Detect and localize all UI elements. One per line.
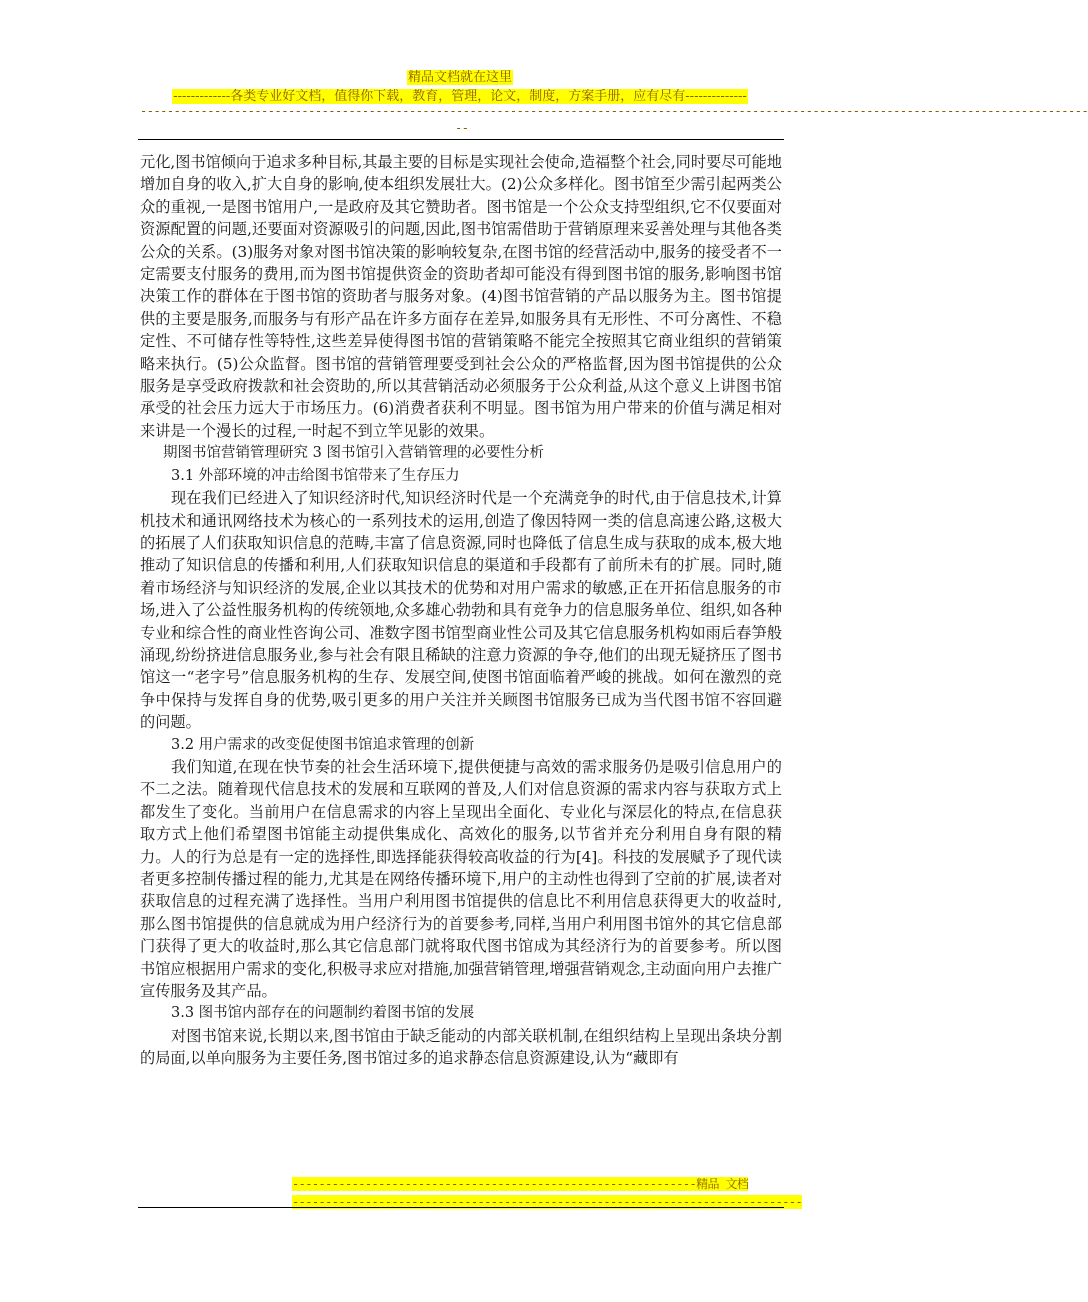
subsection-heading-3-2: 3.2 用户需求的改变促使图书馆追求管理的创新 [171, 736, 475, 753]
paragraph-3-1: 现在我们已经进入了知识经济时代,知识经济时代是一个充满竞争的时代,由于信息技术,计算机技术和通讯网络技术为核心的一系列技术的运用,创造了像因特网一类的信息高速公路,这极大的拓展了人们获取知识信息的范畴,丰富了信息资源,同时也降低了信息生成与获取的成本,极大地推动了知识信息的传播和利用,人们获取知识信息的渠道和手段都有了前所未有的扩展。同时,随着市场经济与知识经济的发展,企业以其技术的优势和对用户需求的敏感,正在开拓信息服务的市场,进入了公益性服务机构的传统领地,众多雄心勃勃和具有竞争力的信息服务单位、组织,如各种专业和综合性的商业性咨询公司、准数字图书馆型商业性公司及其它信息服务机构如雨后春笋般涌现,纷纷挤进信息服务业,参与社会有限且稀缺的注意力资源的争夺,他们的出现无疑挤压了图书馆这一“老字号”信息服务机构的生存、发展空间,使图书馆面临着严峻的挑战。如何在激烈的竞争中保持与发挥自身的优势,吸引更多的用户关注并关顾图书馆服务已成为当代图书馆不容回避的问题。 [140, 489, 782, 732]
paragraph-3-3: 对图书馆来说,长期以来,图书馆由于缺乏能动的内部关联机制,在组织结构上呈现出条块分割的局面,以单向服务为主要任务,图书馆过多的追求静态信息资源建设,认为“藏即有 [140, 1026, 782, 1068]
footer-label-text: -------------------------------------------------------------精品 文档 [292, 1177, 749, 1191]
footer-dash-text: ----------------------------------------------------------------------------- [292, 1195, 803, 1209]
header-subtitle-text: -------------各类专业好文档，值得你下载，教育，管理，论文，制度，方案手册，应有尽有-------------- [173, 89, 747, 104]
header-title-text: 精品文档就在这里 [407, 70, 512, 85]
paragraph-3-2: 我们知道,在现在快节奏的社会生活环境下,提供便捷与高效的需求服务仍是吸引信息用户的不二之法。随着现代信息技术的发展和互联网的普及,人们对信息资源的需求内容与获取方式上都发生了变化。当前用户在信息需求的内容上呈现出全面化、专业化与深层化的特点,在信息获取方式上他们希望图书馆能主动提供集成化、高效化的服务,以节省并充分利用自身有限的精力。人的行为总是有一定的选择性,即选择能获得较高收益的行为[4]。科技的发展赋予了现代读者更多控制传播过程的能力,尤其是在网络传播环境下,用户的主动性也得到了空前的扩展,读者对获取信息的过程充满了选择性。当用户利用图书馆提供的信息比不利用信息获得更大的收益时,那么图书馆提供的信息就成为用户经济行为的首要参考,同样,当用户利用图书馆外的其它信息部门获得了更大的收益时,那么其它信息部门就将取代图书馆成为其经济行为的首要参考。所以图书馆应根据用户需求的变化,积极寻求应对措施,加强营销管理,增强营销观念,主动面向用户去推广宣传服务及其产品。 [140, 757, 782, 1001]
footer-label [292, 1173, 749, 1192]
header-subtitle [0, 85, 920, 105]
subsection-heading-3-1: 3.1 外部环境的冲击给图书馆带来了生存压力 [171, 467, 460, 484]
paragraph-intro: 元化,图书馆倾向于追求多种目标,其最主要的目标是实现社会使命,造福整个社会,同时要尽可能地增加自身的收入,扩大自身的影响,使本组织发展壮大。(2)公众多样化。图书馆至少需引起两类公众的重视,一是图书馆用户,一是政府及其它赞助者。图书馆是一个公众支持型组织,它不仅要面对资源配置的问题,还要面对资源吸引的问题,因此,图书馆需借助于营销原理来妥善处理与其他各类公众的关系。(3)服务对象对图书馆决策的影响较复杂,在图书馆的经营活动中,服务的接受者不一定需要支付服务的费用,而为图书馆提供资金的资助者却可能没有得到图书馆的服务,影响图书馆决策工作的群体在于图书馆的资助者与服务对象。(4)图书馆营销的产品以服务为主。图书馆提供的主要是服务,而服务与有形产品在许多方面存在差异,如服务具有无形性、不可分离性、不稳定性、不可储存性等特性,这些差异使得图书馆的营销策略不能完全按照其它商业组织的营销策略来执行。(5)公众监督。图书馆的营销管理要受到社会公众的严格监督,因为图书馆提供的公众服务是享受政府拨款和社会资助的,所以其营销活动必须服务于公众利益,从这个意义上讲图书馆承受的社会压力远大于市场压力。(6)消费者获利不明显。图书馆为用户带来的价值与满足相对来讲是一个漫长的过程,一时起不到立竿见影的效果。 [140, 153, 782, 440]
header-dash-line: --------------------------------------------------------------------------------------------------------------------------------------------- [140, 104, 1088, 118]
section-heading-3: 期图书馆营销管理研究 3 图书馆引入营销管理的必要性分析 [163, 445, 544, 462]
document-body [140, 151, 782, 1070]
header-dash-end: -- [455, 121, 469, 135]
footer-rule [138, 1207, 784, 1208]
header-rule [138, 139, 784, 140]
header-title [0, 66, 920, 86]
subsection-heading-3-3: 3.3 图书馆内部存在的问题制约着图书馆的发展 [171, 1005, 475, 1022]
